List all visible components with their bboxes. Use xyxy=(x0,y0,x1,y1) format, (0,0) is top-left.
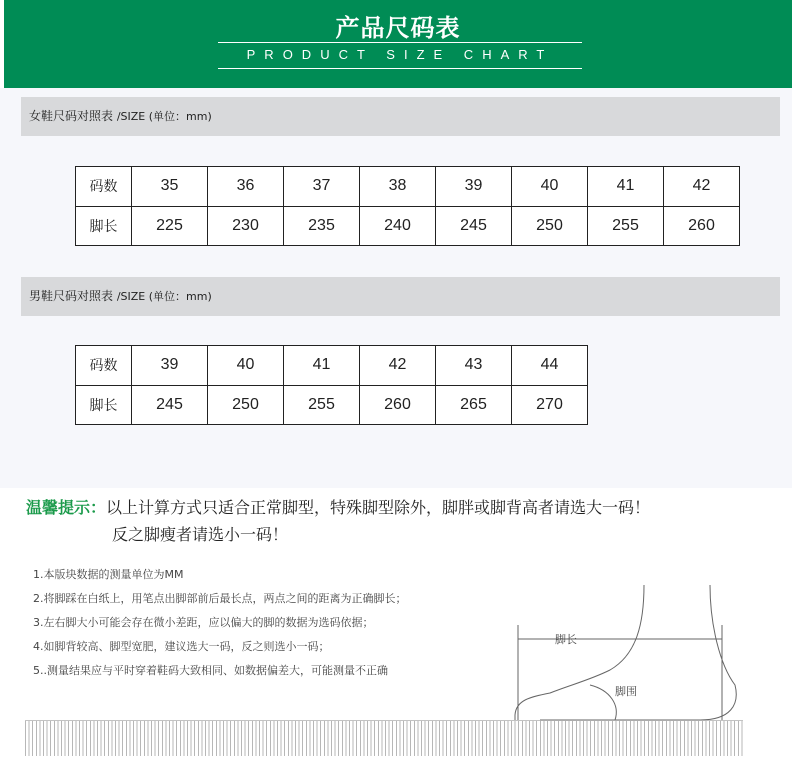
lengths-cell: 265 xyxy=(436,385,512,425)
divider xyxy=(218,42,582,43)
measurement-notes xyxy=(33,563,407,683)
sizes-cell: 40 xyxy=(208,346,284,386)
length-label: 脚长 xyxy=(555,633,577,646)
foot-diagram xyxy=(510,585,750,725)
note-item: 2.将脚踩在白纸上，用笔点出脚部前后最长点，两点之间的距离为正确脚长； xyxy=(33,592,407,605)
tip-line-2: 反之脚瘦者请选小一码！ xyxy=(112,525,289,544)
lengths-cell: 260 xyxy=(664,206,740,246)
ruler xyxy=(25,720,743,756)
women-size-table xyxy=(75,166,740,246)
men-unit: /SIZE (单位：mm) xyxy=(116,290,212,303)
length-label: 脚长 xyxy=(76,206,132,246)
tip-box xyxy=(26,494,650,548)
sizes-cell: 39 xyxy=(436,167,512,207)
men-title: 男鞋尺码对照表 xyxy=(29,289,114,303)
sizes-cell: 39 xyxy=(132,346,208,386)
note-item: 3.左右脚大小可能会存在微小差距，应以偏大的脚的数据为选码依据； xyxy=(33,616,374,629)
lengths-cell: 235 xyxy=(284,206,360,246)
lengths-cell: 245 xyxy=(436,206,512,246)
page-title: 产品尺码表 xyxy=(335,14,461,42)
lengths-cell: 250 xyxy=(208,385,284,425)
sizes-cell: 37 xyxy=(284,167,360,207)
men-size-table xyxy=(75,345,588,425)
page-subtitle: PRODUCT SIZE CHART xyxy=(246,47,554,62)
tip-line-1: 以上计算方式只适合正常脚型，特殊脚型除外，脚胖或脚背高者请选大一码！ xyxy=(106,498,651,517)
sizes-cell: 38 xyxy=(360,167,436,207)
girth-label: 脚围 xyxy=(615,685,637,698)
sizes-cell: 42 xyxy=(664,167,740,207)
sizes-cell: 42 xyxy=(360,346,436,386)
girth-arc xyxy=(590,685,616,720)
table-row xyxy=(76,385,588,425)
lengths-cell: 255 xyxy=(284,385,360,425)
heel-outline xyxy=(540,585,736,720)
table-row xyxy=(76,206,740,246)
table-row xyxy=(76,346,588,386)
lengths-cell: 270 xyxy=(512,385,588,425)
sizes-cell: 36 xyxy=(208,167,284,207)
note-item: 1.本版块数据的测量单位为MM xyxy=(33,568,184,581)
sizes-cell: 40 xyxy=(512,167,588,207)
note-item: 5..测量结果应与平时穿着鞋码大致相同、如数据偏差大，可能测量不正确 xyxy=(33,664,388,677)
tip-label: 温馨提示： xyxy=(26,498,107,517)
length-line xyxy=(518,625,722,720)
sizes-cell: 35 xyxy=(132,167,208,207)
lengths-cell: 245 xyxy=(132,385,208,425)
table-row xyxy=(76,167,740,207)
men-section-header xyxy=(21,277,780,316)
women-title: 女鞋尺码对照表 xyxy=(29,109,114,123)
lengths-cell: 230 xyxy=(208,206,284,246)
lengths-cell: 260 xyxy=(360,385,436,425)
sizes-cell: 41 xyxy=(588,167,664,207)
divider xyxy=(218,68,582,69)
foot-outline xyxy=(515,585,644,720)
note-item: 4.如脚背较高、脚型宽肥，建议选大一码，反之则选小一码； xyxy=(33,640,330,653)
lengths-cell: 240 xyxy=(360,206,436,246)
sizes-cell: 41 xyxy=(284,346,360,386)
sizes-cell: 43 xyxy=(436,346,512,386)
lengths-cell: 250 xyxy=(512,206,588,246)
sizes-cell: 44 xyxy=(512,346,588,386)
women-unit: /SIZE (单位：mm) xyxy=(116,110,212,123)
lengths-cell: 225 xyxy=(132,206,208,246)
size-label: 码数 xyxy=(76,346,132,386)
women-section-header xyxy=(21,97,780,136)
size-label: 码数 xyxy=(76,167,132,207)
lengths-cell: 255 xyxy=(588,206,664,246)
header-banner xyxy=(4,0,792,88)
length-label: 脚长 xyxy=(76,385,132,425)
